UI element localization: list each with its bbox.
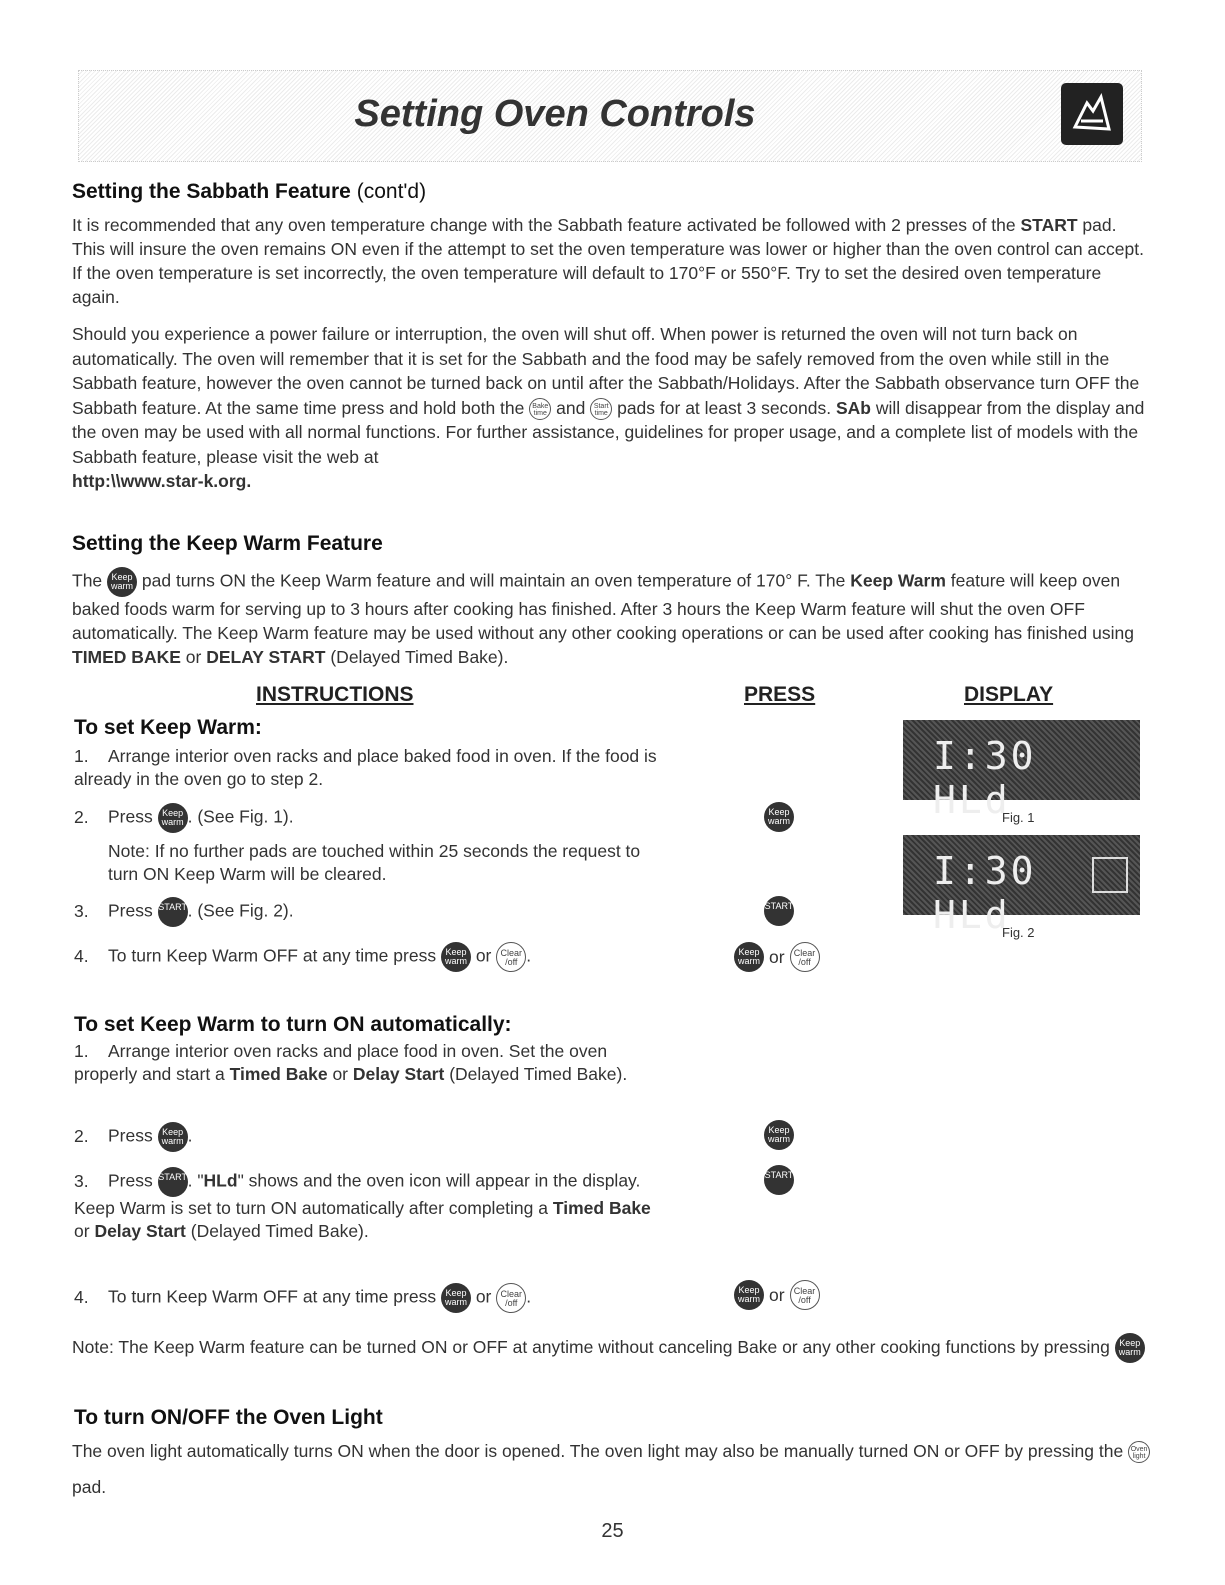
instructions-column-header: INSTRUCTIONS: [256, 683, 414, 706]
set-kw-step-4: 4. To turn Keep Warm OFF at any time press Keep warm or Clear /off .: [74, 942, 531, 972]
auto-kw-step-4: 4. To turn Keep Warm OFF at any time press Keep warm or Clear /off .: [74, 1283, 531, 1313]
keep-warm-paragraph: The Keep warm pad turns ON the Keep Warm feature and will maintain an oven temperature of 170° F. The Keep Warm feature will keep oven baked foods warm for serving up to 3 hours after cooking has finished. After 3 hours the Keep Warm feature will shut the oven OFF automatically. The Keep Warm feature may be used without any other cooking operations or can be used after cooking has finished using TIMED BAKE or DELAY START (Delayed Timed Bake).: [72, 567, 1152, 669]
clear-off-pad-icon: Clear /off: [496, 1283, 526, 1313]
keep-warm-note: Note: The Keep Warm feature can be turned ON or OFF at anytime without canceling Bake or any other cooking functions by pressing Keep warm: [72, 1329, 1152, 1365]
keep-warm-pad-icon: Keep warm: [441, 1283, 471, 1313]
press-keep-warm-or-clear: Keep warm or Clear /off: [734, 942, 820, 972]
set-kw-step-2: 2. Press Keep warm . (See Fig. 1).: [74, 803, 294, 833]
set-keep-warm-heading: To set Keep Warm:: [74, 716, 262, 739]
sabbath-paragraph-2: Should you experience a power failure or interruption, the oven will shut off. When power is returned the oven will not turn back on automatically. The oven will remember that it is set for the Sabbath and the food may be safely removed from the oven while still in the Sabbath feature, however the oven cannot be turned back on until after the Sabbath/Holidays. After the Sabbath observance turn OFF the Sabbath feature. At the same time press and hold both the Bake time and Start time pads for at least 3 seconds. SAb will disappear from the display and the oven may be used with all normal functions. For further assistance, guidelines for proper usage, and a complete list of models with the Sabbath feature, please visit the web at http:\\www.star-k.org.: [72, 324, 1145, 491]
start-time-pad-icon: Start time: [590, 398, 612, 420]
display-column-header: DISPLAY: [964, 683, 1054, 706]
press-keep-warm-or-clear-auto: Keep warm or Clear /off: [734, 1280, 820, 1310]
press-column-header: PRESS: [744, 683, 816, 706]
set-kw-step-3: 3. Press START. (See Fig. 2).: [74, 897, 294, 927]
oven-light-pad-icon: Oven light: [1128, 1441, 1150, 1463]
page-title: Setting Oven Controls: [354, 93, 756, 135]
hand-pen-icon: [1061, 83, 1123, 145]
auto-kw-step-3: 3. Press START. "HLd" shows and the oven icon will appear in the display. Keep Warm is set to turn ON automatically after completing a Timed Bake or Delay Start (Delayed Timed Bake).: [74, 1167, 664, 1243]
set-kw-note: Note: If no further pads are touched within 25 seconds the request to turn ON Keep Warm will be cleared.: [108, 841, 641, 884]
set-kw-step-1: 1. Arrange interior oven racks and place baked food in oven. If the food is already in the oven go to step 2.: [74, 746, 657, 789]
press-start-pad-auto: START: [764, 1165, 794, 1195]
keep-warm-heading: Setting the Keep Warm Feature: [72, 532, 383, 555]
clear-off-pad-icon: Clear /off: [496, 942, 526, 972]
keep-warm-pad-icon: Keep warm: [441, 942, 471, 972]
sabbath-heading: Setting the Sabbath Feature (cont'd): [72, 180, 427, 203]
display-fig-1: I:30 HLd: [903, 720, 1140, 800]
display-fig-2: I:30 HLd: [903, 835, 1140, 915]
star-k-link[interactable]: http:\\www.star-k.org.: [72, 471, 252, 491]
press-keep-warm-pad: Keep warm: [764, 802, 794, 832]
fig-2-label: Fig. 2: [1002, 925, 1035, 940]
keep-warm-pad-icon: Keep warm: [107, 567, 137, 597]
keep-warm-pad-icon: Keep warm: [1115, 1333, 1145, 1363]
oven-icon: [1092, 857, 1128, 893]
press-start-pad: START: [764, 896, 794, 926]
sabbath-paragraph-1: It is recommended that any oven temperature change with the Sabbath feature activated be followed with 2 presses of the START pad. This will insure the oven remains ON even if the attempt to set the oven temperature was lower or higher than the oven control can accept. If the oven temperature is set incorrectly, the oven temperature will default to 170°F or 550°F. Try to set the desired oven temperature again.: [72, 215, 1144, 307]
oven-light-paragraph: The oven light automatically turns ON when the door is opened. The oven light may also be manually turned ON or OFF by pressing the Oven light pad.: [72, 1433, 1152, 1505]
oven-light-heading: To turn ON/OFF the Oven Light: [74, 1406, 383, 1429]
header-banner: [78, 70, 1142, 162]
start-pad-icon: START: [158, 897, 188, 927]
keep-warm-pad-icon: Keep warm: [158, 803, 188, 833]
fig-1-label: Fig. 1: [1002, 810, 1035, 825]
auto-kw-step-2: 2. Press Keep warm .: [74, 1122, 192, 1152]
start-pad-icon: START: [158, 1167, 188, 1197]
page-number: 25: [601, 1520, 624, 1542]
press-keep-warm-pad-auto: Keep warm: [764, 1120, 794, 1150]
keep-warm-pad-icon: Keep warm: [158, 1122, 188, 1152]
bake-time-pad-icon: Bake time: [529, 398, 551, 420]
auto-keep-warm-heading: To set Keep Warm to turn ON automatically:: [74, 1013, 512, 1036]
auto-kw-step-1: 1. Arrange interior oven racks and place food in oven. Set the oven properly and start a Timed Bake or Delay Start (Delayed Timed Bake).: [74, 1041, 628, 1084]
